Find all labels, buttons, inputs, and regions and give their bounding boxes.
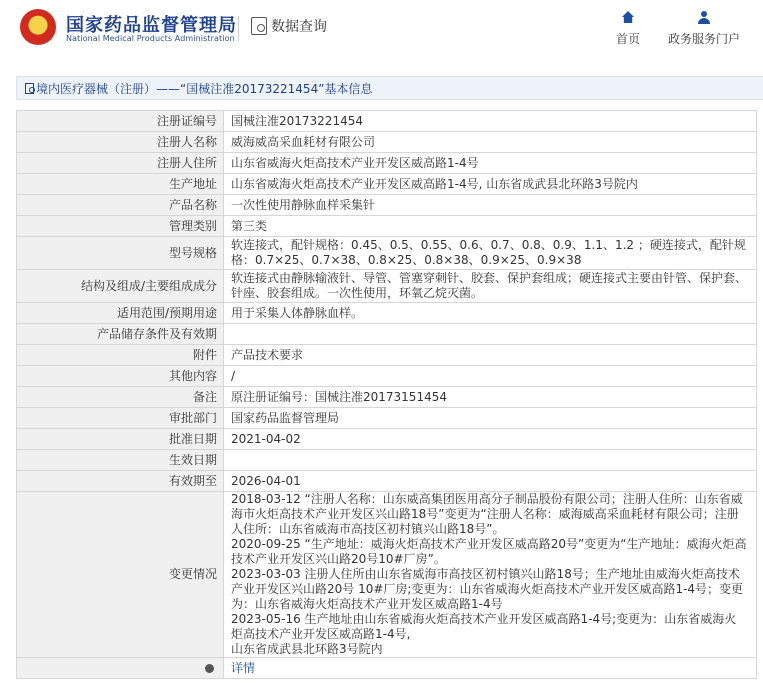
field-value	[224, 450, 757, 471]
field-value: 原注册证编号：国械注准20173151454	[224, 387, 757, 408]
nav-home-label: 首页	[616, 32, 641, 46]
field-value: 软连接式由静脉输液针、导管、管塞穿刺针、胶套、保护套组成；硬连接式主要由针管、保护套、针座、胶套组成。一次性使用，环氧乙烷灭菌。	[224, 270, 757, 303]
field-value: 威海威高采血耗材有限公司	[224, 132, 757, 153]
change-entry: 2023-03-03 注册人住所由山东省威海市高技区初村镇兴山路18号；生产地址由威海火炬高技术产业开发区兴山路20号 10#厂房;变更为：山东省威海火炬高技术产业开发区威高路1-4号；变更为：山东省威海火炬高技术产业开发区威高路1-4号	[231, 567, 744, 611]
details-link[interactable]: 详情	[231, 660, 256, 675]
field-value: 国家药品监督管理局	[224, 408, 757, 429]
table-row	[17, 174, 757, 195]
table-row	[17, 324, 757, 345]
details-cell	[224, 658, 757, 679]
field-label: 备注	[17, 387, 224, 408]
field-label: 注册证编号	[17, 111, 224, 132]
table-row	[17, 408, 757, 429]
field-label: 生效日期	[17, 450, 224, 471]
change-entry: 2020-09-25 “生产地址：威海火炬高技术产业开发区威高路20号”变更为“生产地址：威海火炬高技术产业开发区兴山路20号10#厂房”。	[231, 537, 747, 566]
table-row	[17, 216, 757, 237]
data-query-icon	[251, 17, 267, 35]
field-value: 山东省威海火炬高技术产业开发区威高路1-4号, 山东省成武县北环路3号院内	[224, 174, 757, 195]
site-subtitle: National Medical Products Administration	[66, 34, 235, 43]
data-query-label: 数据查询	[271, 19, 327, 35]
field-label: 型号规格	[17, 237, 224, 270]
site-header	[0, 0, 763, 60]
field-label: 管理类别	[17, 216, 224, 237]
table-row	[17, 303, 757, 324]
field-label: 产品名称	[17, 195, 224, 216]
field-label: 结构及组成/主要组成成分	[17, 270, 224, 303]
field-value: 软连接式，配针规格：0.45、0.5、0.55、0.6、0.7、0.8、0.9、1.1、1.2 ；硬连接式，配针规格：0.7×25、0.7×38、0.8×25、0.8×38、0.9×25、0.9×38	[224, 237, 757, 270]
field-value: 2021-04-02	[224, 429, 757, 450]
table-row-details	[17, 658, 757, 679]
table-row	[17, 471, 757, 492]
field-value: 山东省威海火炬高技术产业开发区威高路1-4号	[224, 153, 757, 174]
table-row	[17, 387, 757, 408]
field-label: 适用范围/预期用途	[17, 303, 224, 324]
field-value: 国械注准20173221454	[224, 111, 757, 132]
field-label: 注册人住所	[17, 153, 224, 174]
field-value	[224, 324, 757, 345]
nav-gov-label: 政务服务门户	[668, 32, 741, 46]
nav-gov-service-portal[interactable]	[668, 11, 740, 47]
field-value: 用于采集人体静脉血样。	[224, 303, 757, 324]
table-row	[17, 345, 757, 366]
national-emblem-logo[interactable]	[20, 9, 56, 45]
nav-home[interactable]	[616, 11, 640, 47]
change-entry: 山东省成武县北环路3号院内	[231, 642, 383, 656]
field-label: 注册人名称	[17, 132, 224, 153]
table-row	[17, 132, 757, 153]
table-row	[17, 111, 757, 132]
site-title[interactable]: 国家药品监督管理局	[66, 15, 237, 36]
breadcrumb-text: 境内医疗器械（注册）——“国械注准20173221454”基本信息	[36, 81, 373, 96]
table-row	[17, 366, 757, 387]
table-row	[17, 429, 757, 450]
changes-value	[224, 492, 757, 658]
field-label: 附件	[17, 345, 224, 366]
table-row-changes	[17, 492, 757, 658]
field-label: 产品储存条件及有效期	[17, 324, 224, 345]
table-row	[17, 450, 757, 471]
user-icon	[698, 11, 710, 24]
field-value: /	[224, 366, 757, 387]
field-value: 产品技术要求	[224, 345, 757, 366]
registration-info-table	[16, 110, 757, 679]
header-divider	[238, 16, 239, 42]
table-row	[17, 270, 757, 303]
field-value: 2026-04-01	[224, 471, 757, 492]
details-icon-cell	[17, 658, 224, 679]
field-value: 第三类	[224, 216, 757, 237]
pin-icon	[205, 664, 214, 673]
field-label: 批准日期	[17, 429, 224, 450]
document-icon	[25, 83, 34, 94]
breadcrumb	[16, 76, 763, 100]
home-icon	[622, 11, 634, 23]
field-label: 变更情况	[17, 492, 224, 658]
field-value: 一次性使用静脉血样采集针	[224, 195, 757, 216]
table-row	[17, 153, 757, 174]
table-row	[17, 195, 757, 216]
data-query-link[interactable]	[251, 16, 327, 36]
change-entry: 2018-03-12 “注册人名称：山东威高集团医用高分子制品股份有限公司；注册人住所：山东省威海市火炬高技术产业开发区兴山路18号”变更为“注册人名称：威海威高采血耗材有限公司；注册人住所：山东省威海市高技区初村镇兴山路18号”。	[231, 492, 743, 536]
field-label: 有效期至	[17, 471, 224, 492]
change-entry: 2023-05-16 生产地址由山东省威海火炬高技术产业开发区威高路1-4号;变更为：山东省威海火炬高技术产业开发区威高路1-4号,	[231, 612, 737, 641]
field-label: 生产地址	[17, 174, 224, 195]
table-row	[17, 237, 757, 270]
field-label: 审批部门	[17, 408, 224, 429]
field-label: 其他内容	[17, 366, 224, 387]
